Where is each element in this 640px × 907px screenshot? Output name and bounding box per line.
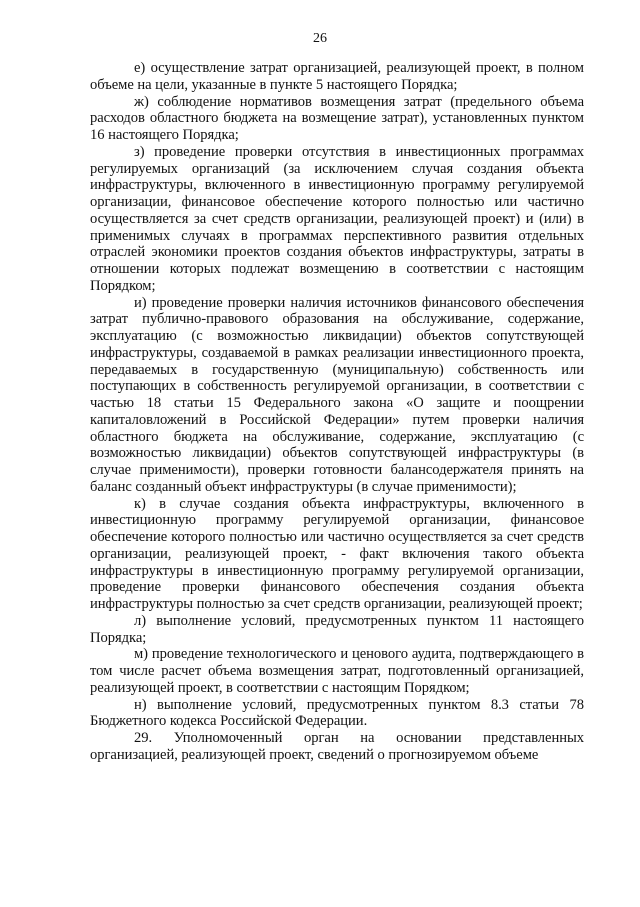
paragraph-item-e: е) осуществление затрат организацией, реализующей проект, в полном объеме на цели, указанные в пункте 5 настоящего Порядка;	[90, 60, 584, 93]
page-number: 26	[313, 31, 327, 46]
paragraph-item-l: л) выполнение условий, предусмотренных пунктом 11 настоящего Порядка;	[90, 612, 584, 646]
paragraph-item-k: к) в случае создания объекта инфраструктуры, включенного в инвестиционную программу регулируемой организации, финансовое обеспечение которого полностью или частично осуществляется за счет средств организации, реализующей проект, - факт включения такого объекта инфраструктуры в инвестиционную программу регулируемой организации, проведение проверки финансового обеспечения создания объекта инфраструктуры полностью за счет средств организации, реализующей проект;	[90, 495, 584, 612]
paragraph-item-n: н) выполнение условий, предусмотренных пунктом 8.3 статьи 78 Бюджетного кодекса Российской Федерации.	[90, 696, 584, 730]
document-body	[90, 60, 584, 764]
paragraph-clause-29: 29. Уполномоченный орган на основании представленных организацией, реализующей проект, сведений о прогнозируемом объеме	[90, 730, 584, 763]
paragraph-item-z: з) проведение проверки отсутствия в инвестиционных программах регулируемых организаций (за исключением случая создания объекта инфраструктуры, включенного в инвестиционную программу регулируемой организации, финансовое обеспечение которого полностью или частично осуществляется за счет средств организации, реализующей проект) и (или) в применимых случаях в программах перспективного развития отдельных отраслей экономики проектов создания объектов инфраструктуры, затраты в отношении которых подлежат возмещению в соответствии с настоящим Порядком;	[90, 143, 584, 294]
paragraph-item-zh: ж) соблюдение нормативов возмещения затрат (предельного объема расходов областного бюджета на возмещение затрат), установленных пунктом 16 настоящего Порядка;	[90, 93, 584, 143]
paragraph-item-m: м) проведение технологического и ценового аудита, подтверждающего в том числе расчет объема возмещения затрат, подготовленный организацией, реализующей проект, в соответствии с настоящим Порядком;	[90, 646, 584, 696]
paragraph-item-i: и) проведение проверки наличия источников финансового обеспечения затрат публично-правового образования на обслуживание, содержание, эксплуатацию (с возможностью ликвидации) объектов сопутствующей инфраструктуры, создаваемой в рамках реализации инвестиционного проекта, передаваемых в государственную (муниципальную) собственность или поступающих в собственность регулируемой организации, в соответствии с частью 18 статьи 15 Федерального закона «О защите и поощрении капиталовложений в Российской Федерации» путем проверки наличия областного бюджета на обслуживание, содержание, эксплуатацию (с возможностью ликвидации) объектов сопутствующей инфраструктуры (в случае применимости), проверки готовности балансодержателя принять на баланс созданный объект инфраструктуры (в случае применимости);	[90, 294, 584, 495]
